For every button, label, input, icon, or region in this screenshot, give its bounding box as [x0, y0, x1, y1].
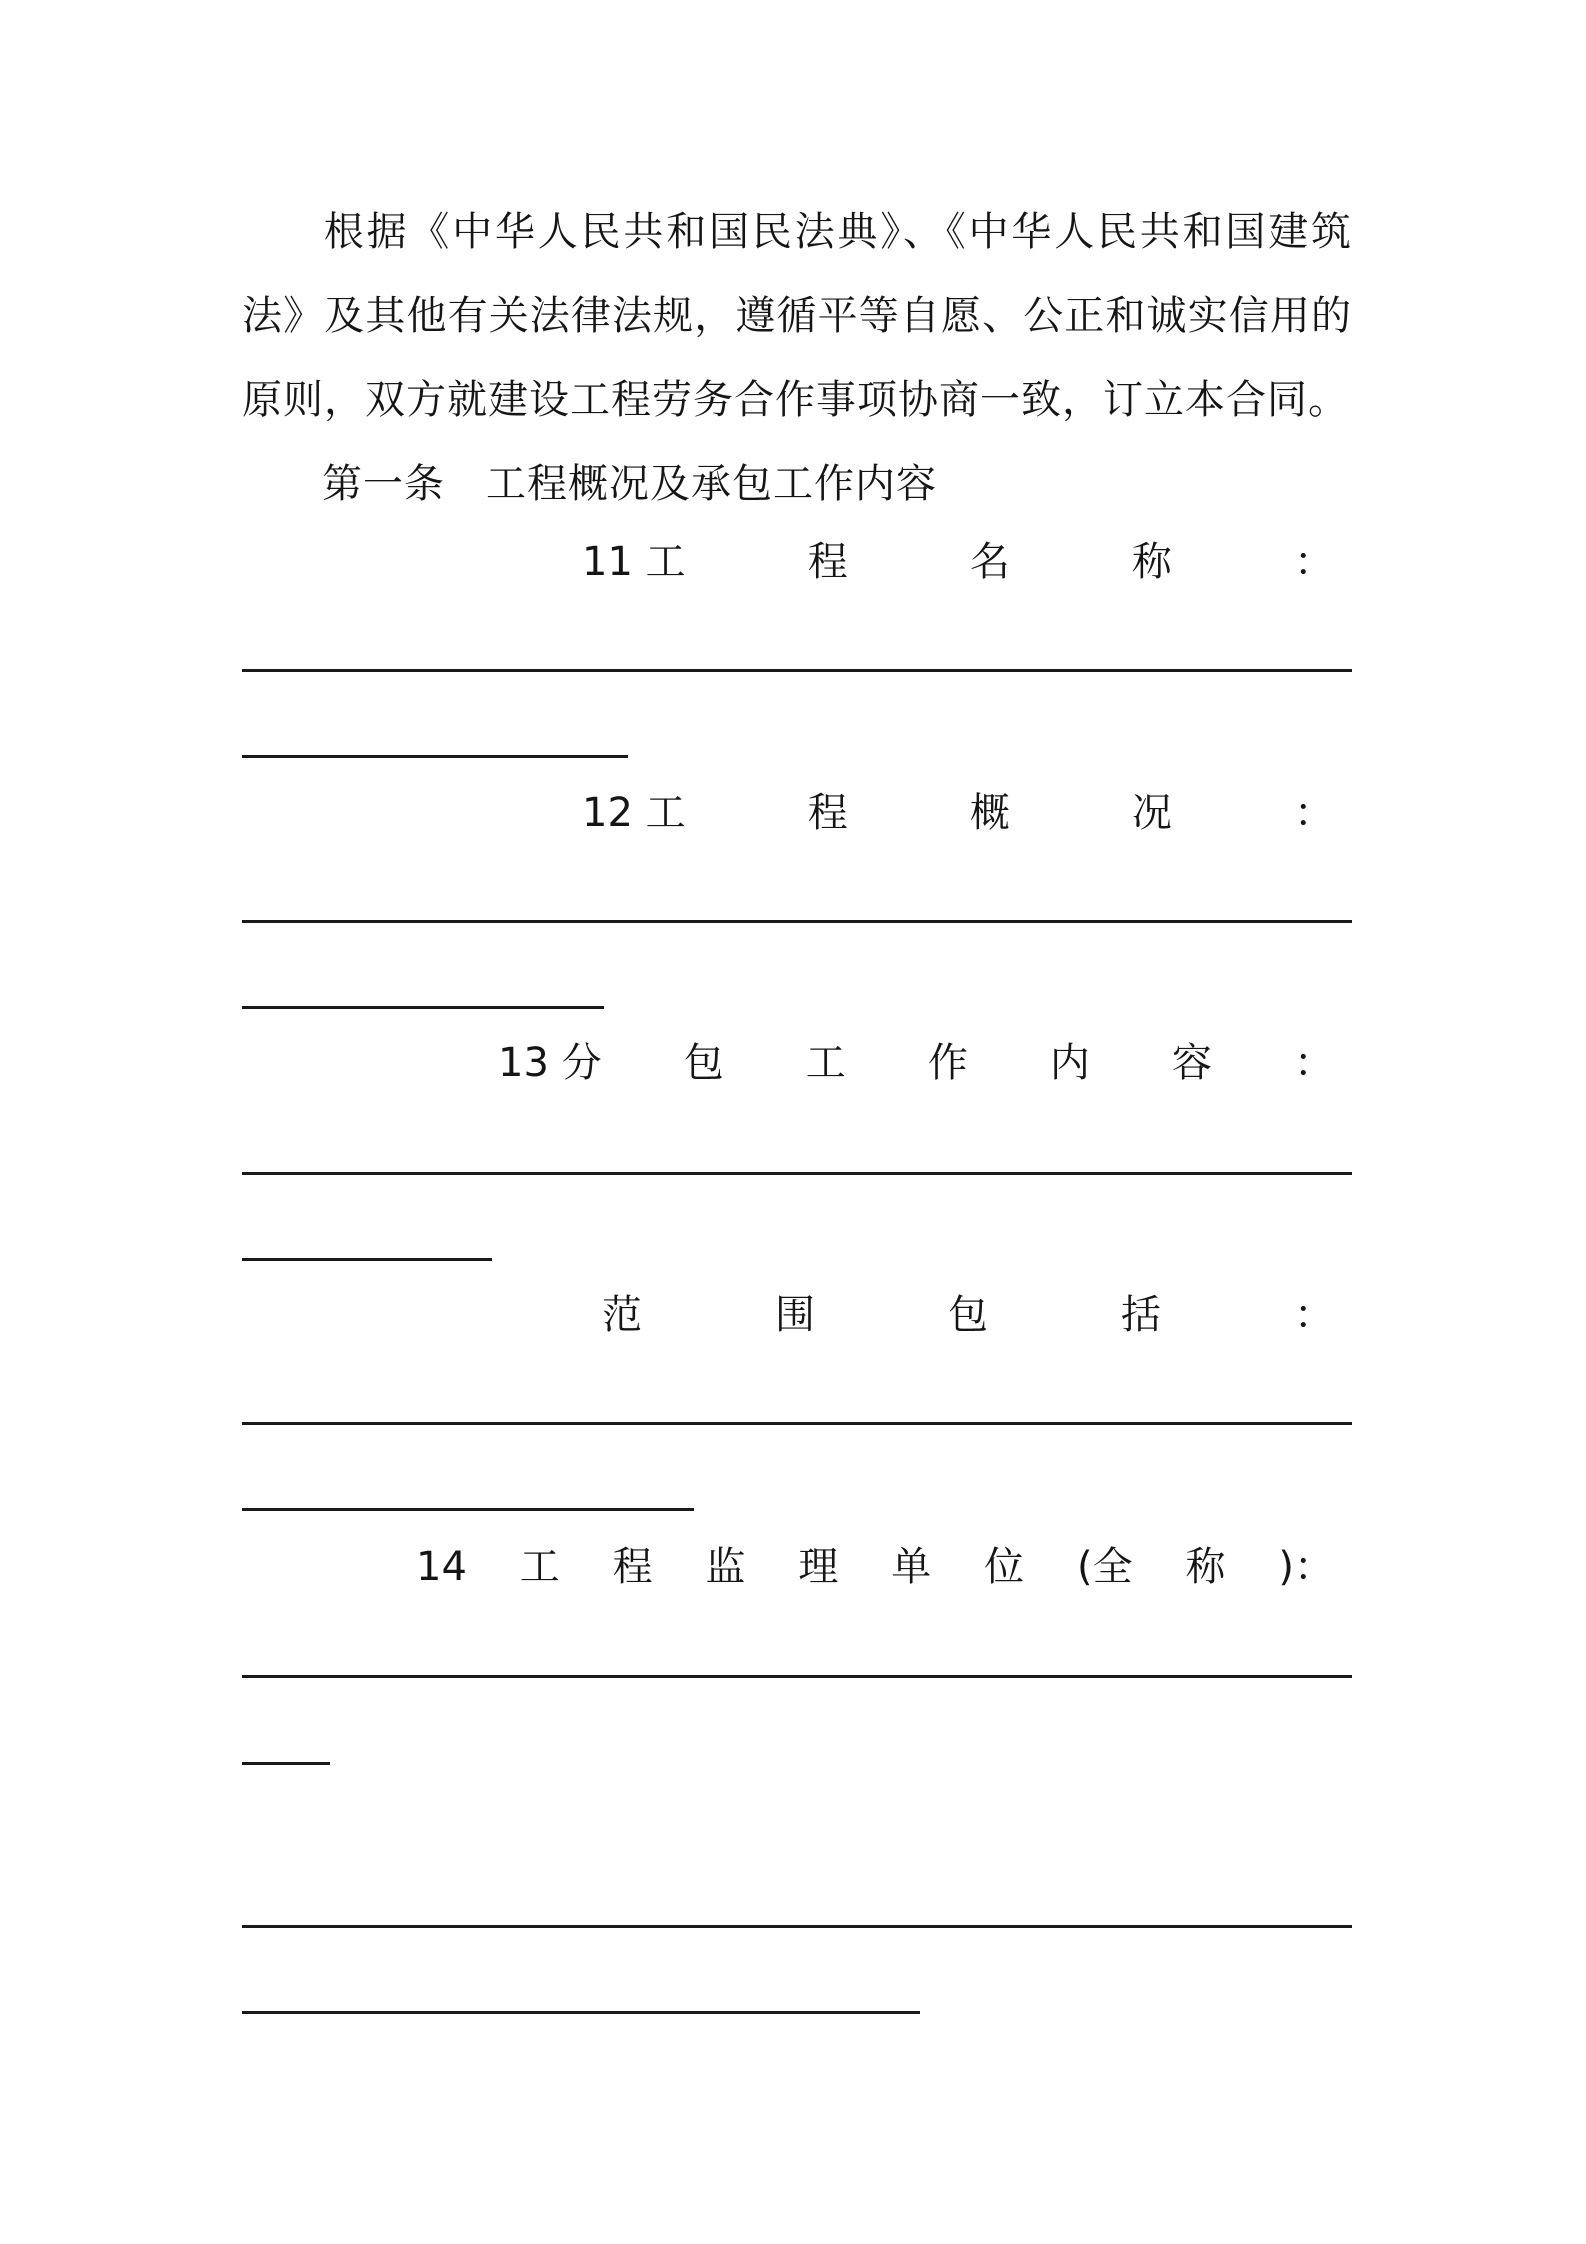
fill-in-line[interactable] [242, 2011, 920, 2014]
label-part: 名 [969, 539, 1010, 585]
label-part: 作 [927, 1040, 968, 1086]
label-part: 包 [683, 1040, 724, 1086]
fill-in-line[interactable] [242, 1762, 330, 1765]
fill-in-line[interactable] [242, 1675, 1352, 1678]
label-part: 程 [807, 790, 848, 836]
fill-in-line[interactable] [242, 1006, 604, 1009]
label-part: 括 [1121, 1292, 1161, 1338]
fill-in-line[interactable] [242, 920, 1352, 923]
label-part: 范 [602, 1292, 642, 1338]
label-part: )： [1278, 1544, 1334, 1590]
label-part: 容 [1171, 1040, 1212, 1086]
field-label-subcontract-scope [498, 1033, 1334, 1093]
label-part: 况 [1131, 790, 1172, 836]
field-label-scope-includes [602, 1285, 1334, 1345]
label-part: 称 [1185, 1544, 1226, 1590]
label-part: 14 [416, 1544, 467, 1590]
label-part: 11 工 [582, 539, 686, 585]
label-part: 工 [519, 1544, 560, 1590]
label-part: ： [1294, 539, 1334, 585]
fill-in-line[interactable] [242, 1422, 1352, 1425]
fill-in-line[interactable] [242, 1925, 1352, 1928]
label-part: 概 [969, 790, 1010, 836]
label-part: ： [1294, 1292, 1334, 1338]
label-part: 位 [984, 1544, 1025, 1590]
label-part: 包 [948, 1292, 988, 1338]
label-part: ： [1294, 1040, 1334, 1086]
intro-text: 根据《中华人民共和国民法典》、《中华人民共和国建筑法》及其他有关法律法规，遵循平等自愿、公正和诚实信用的原则，双方就建设工程劳务合作事项协商一致，订立本合同。 [242, 209, 1352, 423]
intro-paragraph [242, 190, 1352, 442]
label-part: (全 [1077, 1544, 1133, 1590]
fill-in-line[interactable] [242, 1508, 694, 1511]
label-part: 围 [775, 1292, 815, 1338]
label-part: 12 工 [582, 790, 686, 836]
label-part: 程 [807, 539, 848, 585]
field-label-supervision-unit [416, 1537, 1334, 1597]
label-part: 称 [1131, 539, 1172, 585]
label-part: 工 [805, 1040, 846, 1086]
field-label-project-overview [582, 783, 1334, 843]
fill-in-line[interactable] [242, 1172, 1352, 1175]
fill-in-line[interactable] [242, 1258, 492, 1261]
label-part: 13 分 [498, 1040, 602, 1086]
fill-in-line[interactable] [242, 755, 628, 758]
label-part: 理 [798, 1544, 839, 1590]
field-label-project-name [582, 532, 1334, 592]
label-part: ： [1294, 790, 1334, 836]
fill-in-line[interactable] [242, 669, 1352, 672]
clause-title: 第一条 工程概况及承包工作内容 [322, 461, 937, 507]
label-part: 内 [1049, 1040, 1090, 1086]
label-part: 程 [612, 1544, 653, 1590]
label-part: 监 [705, 1544, 746, 1590]
label-part: 单 [891, 1544, 932, 1590]
